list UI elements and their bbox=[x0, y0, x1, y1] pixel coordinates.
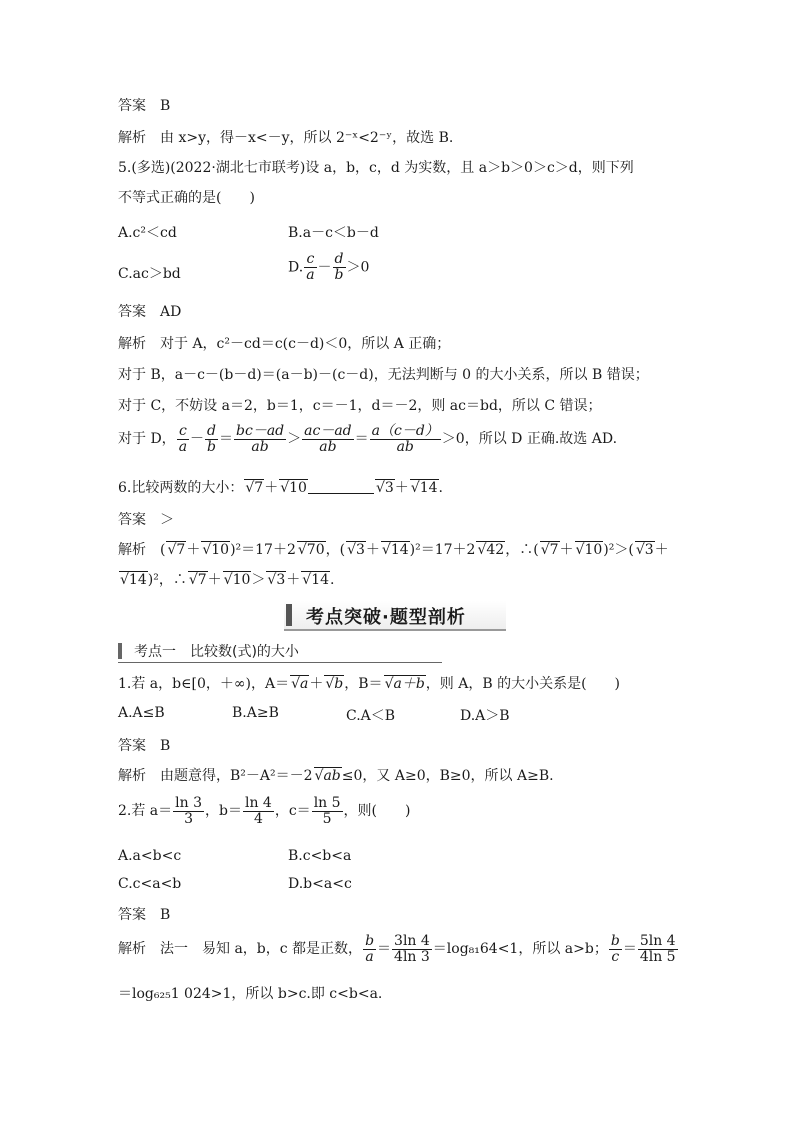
sqrt-14: √ 14 bbox=[410, 479, 439, 496]
option-c: C.c<a<b bbox=[118, 876, 182, 892]
option-a: A.a<b<c bbox=[118, 848, 182, 864]
section-title: 考点一 比较数(式)的大小 bbox=[134, 644, 299, 660]
solution-2-line2: ＝log₆₂₅1 024>1，所以 b>c.即 c<b<a. bbox=[118, 986, 383, 1002]
option-d-suffix: ＞0 bbox=[346, 259, 370, 276]
question-1: 1.若 a，b∈[0，＋∞)，A＝√ a＋√ b，B＝√ a＋b，则 A，B 的大小关系是( ) bbox=[118, 674, 620, 694]
fraction-c-over-a: $\frac{c}{a}$ bbox=[306, 251, 315, 283]
fraction-d-over-b: $\frac{d}{b}$ bbox=[334, 251, 344, 283]
solution-text: 解析 由 x>y，得－x<－y，所以 2⁻ˣ<2⁻ʸ，故选 B. bbox=[118, 130, 454, 146]
option-c: C.A＜B bbox=[346, 708, 396, 724]
option-b: B.a－c＜b－d bbox=[288, 225, 379, 241]
sqrt-10: √ 10 bbox=[279, 479, 308, 496]
answer-label: 答案 AD bbox=[118, 304, 182, 320]
solution-text: 解析 对于 A，c²－cd＝c(c－d)＜0，所以 A 正确； bbox=[118, 336, 451, 352]
option-d-prefix: D. bbox=[288, 259, 304, 276]
option-d: D.b<a<c bbox=[288, 876, 352, 892]
option-c: C.ac＞bd bbox=[118, 266, 181, 282]
answer-label: 答案 B bbox=[118, 907, 171, 923]
solution-6-line1: 解析 (√ 7＋√ 10)²＝17＋2√ 70，(√ 3＋√ 14)²＝17＋2√ 42，∴(√ 7＋√ 10)²＞(√ 3＋ bbox=[118, 540, 669, 560]
option-a: A.A≤B bbox=[118, 705, 165, 721]
option-a: A.c²＜cd bbox=[118, 225, 177, 241]
chapter-banner bbox=[284, 601, 506, 631]
option-d: D.A＞B bbox=[460, 708, 510, 724]
answer-blank[interactable] bbox=[308, 479, 374, 494]
solution-2-line1: 解析 法一 易知 a，b，c 都是正数， $\frac{b}{a}$ ＝ $\frac{3\ln 4}{4\ln 3}$ ＝log₈₁64<1，所以 a>b； $\frac{b}{c}$ ＝ $\frac{5\ln 4}{4\ln 5}$ bbox=[118, 933, 676, 965]
answer-label: 答案 ＞ bbox=[118, 512, 174, 528]
solution-text: 对于 C，不妨设 a＝2，b＝1，c＝－1，d＝－2，则 ac＝bd，所以 C 错误； bbox=[118, 398, 602, 414]
question-5-stem: 5.(多选)(2022·湖北七市联考)设 a，b，c，d 为实数，且 a＞b＞0＞c＞d，则下列 bbox=[118, 160, 634, 176]
banner-bar-icon bbox=[286, 604, 292, 626]
question-5-stem-cont: 不等式正确的是( ) bbox=[118, 190, 255, 206]
question-6: 6.比较两数的大小：√ 7＋√ 10√ 3＋√ 14. bbox=[118, 478, 443, 498]
solution-6-line2: √ 14)²，∴√ 7＋√ 10＞√ 3＋√ 14. bbox=[118, 570, 334, 590]
banner-title: 考点突破·题型剖析 bbox=[306, 607, 466, 628]
option-b: B.A≥B bbox=[232, 705, 279, 721]
option-d: D. $\frac{c}{a}$ － $\frac{d}{b}$ ＞0 bbox=[288, 251, 370, 283]
sqrt-7: √ 7 bbox=[244, 479, 264, 496]
sqrt-3: √ 3 bbox=[375, 479, 395, 496]
option-b: B.c<b<a bbox=[288, 848, 352, 864]
answer-label: 答案 B bbox=[118, 738, 171, 754]
solution-option-d: 对于 D， $\frac{c}{a}$ － $\frac{d}{b}$ ＝ $\frac{bc-ad}{ab}$ ＞ $\frac{ac-ad}{ab}$ ＝ $\frac{a(c-d)}{ab}$ ＞0，所以 D 正确.故选 AD. bbox=[118, 423, 618, 455]
solution-text: 对于 B，a－c－(b－d)＝(a－b)－(c－d)，无法判断与 0 的大小关系，所以 B 错误； bbox=[118, 367, 649, 383]
section-bar-icon bbox=[118, 643, 122, 659]
solution-1: 解析 由题意得，B²－A²＝－2√ ab≤0，又 A≥0，B≥0，所以 A≥B. bbox=[118, 766, 554, 786]
fraction-a-c-d: $\frac{a(c-d)}{ab}$ bbox=[371, 423, 439, 455]
section-heading bbox=[118, 640, 442, 663]
fraction-bc-ad: $\frac{bc-ad}{ab}$ bbox=[236, 423, 285, 455]
question-2: 2.若 a＝ $\frac{\ln 3}{3}$ ，b＝ $\frac{\ln 4}{4}$ ，c＝ $\frac{\ln 5}{5}$ ，则( ) bbox=[118, 795, 411, 827]
answer-label: 答案 B bbox=[118, 98, 171, 114]
fraction-ac-ad: $\frac{ac-ad}{ab}$ bbox=[304, 423, 352, 455]
